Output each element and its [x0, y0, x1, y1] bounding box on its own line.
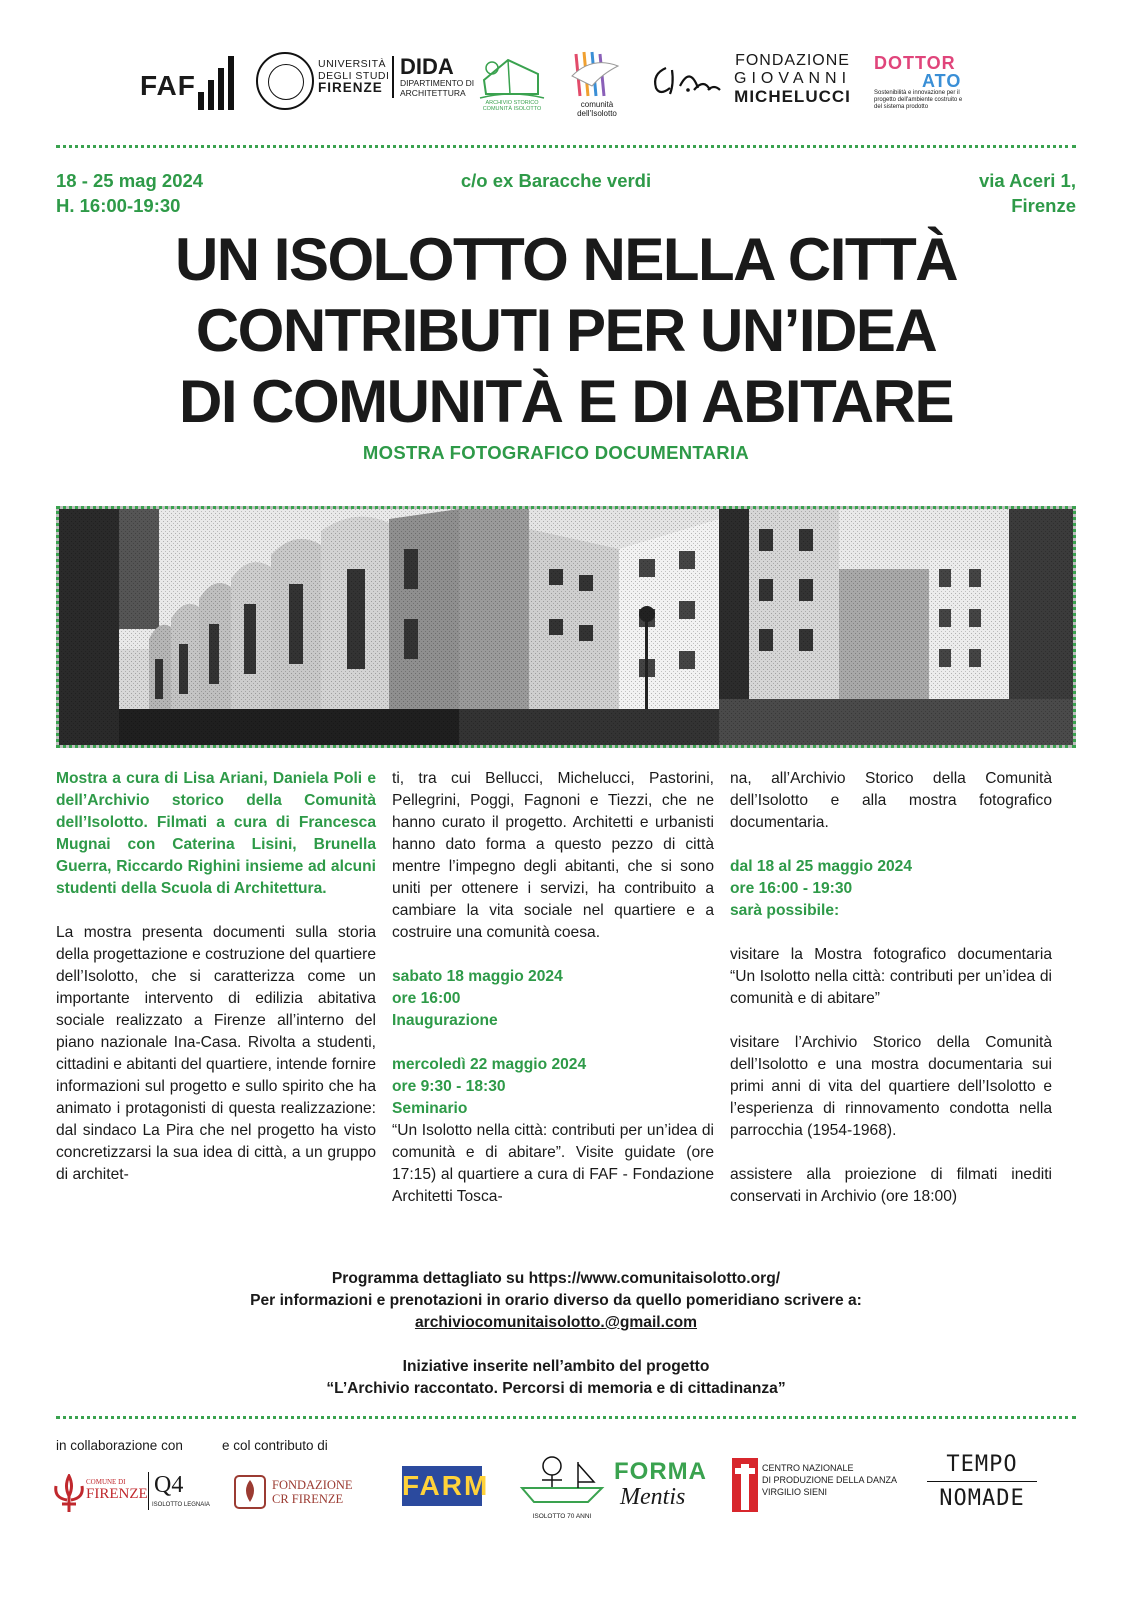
tempo-l1: TEMPO [946, 1452, 1018, 1477]
initiative-l1: Iniziative inserite nell’ambito del progetto [402, 1358, 710, 1375]
curators-text: Mostra a cura di Lisa Ariani, Daniela Poli e dell’Archivio storico della Comunità dell’Isolotto. Filmati a cura di Francesca Mugnai con Caterina Lisini, Brunella Guerra, Riccardo Righini insieme ad alcuni studenti della Scuola di Architettura. [56, 770, 376, 897]
unifi-l3: FIRENZE [318, 80, 383, 95]
event1-date: sabato 18 maggio 2024 [392, 968, 563, 985]
dates-text: 18 - 25 mag 2024 [56, 170, 204, 191]
divider-bottom [56, 1416, 1076, 1419]
dida-s2: ARCHITETTURA [400, 88, 466, 98]
comunita-caption: comunità dell'Isolotto [577, 100, 617, 118]
isolotto-70-logo [512, 1452, 612, 1522]
forma-l1: FORMA [614, 1458, 707, 1485]
dottorato-word-a: DOTTOR [874, 53, 956, 73]
archivio-caption: ARCHIVIO STORICO COMUNITÀ ISOLOTTO [482, 100, 542, 112]
c3-schedule [730, 856, 1052, 922]
title-line-3: DI COMUNITÀ E DI ABITARE [179, 368, 953, 435]
c3-green-l2: ore 16:00 - 19:30 [730, 880, 853, 897]
cnpd-logo [732, 1456, 902, 1516]
contrib-label: e col contributo di [222, 1438, 328, 1453]
q4-big: Q4 [154, 1472, 184, 1498]
cnpd-l2: DI PRODUZIONE DELLA DANZA [762, 1475, 898, 1485]
collab-label: in collaborazione con [56, 1438, 183, 1453]
column-2 [392, 768, 714, 1230]
hours-text: H. 16:00-19:30 [56, 195, 181, 216]
title-line-2: CONTRIBUTI PER UN’IDEA [195, 297, 937, 364]
event1-time: ore 16:00 [392, 990, 461, 1007]
event1-name: Inaugurazione [392, 1012, 498, 1029]
email-link[interactable]: archiviocomunitaisolotto.@gmail.com [414, 1314, 698, 1331]
cr-l1: FONDAZIONE [272, 1478, 353, 1492]
dida-s1: DIPARTIMENTO DI [400, 78, 475, 88]
address-l1: via Aceri 1, [978, 170, 1076, 191]
cr-crest-icon [232, 1472, 268, 1512]
event2-date: mercoledì 22 maggio 2024 [392, 1056, 587, 1073]
archivio-storico-logo-icon [478, 50, 546, 110]
venue: c/o ex Baracche verdi [460, 170, 652, 191]
unifi-logo-text [318, 58, 389, 94]
address-l2: Firenze [1011, 195, 1076, 216]
fondazione-michelucci-logo [734, 52, 851, 106]
fondazione-cr-firenze-logo [232, 1470, 372, 1520]
architects-text: ti, tra cui Bellucci, Michelucci, Pastorini, Pellegrini, Poggi, Fagnoni e Tiezzi, che ne hanno curato il progetto. Architetti e urbanisti hanno dato forma a questo pezzo di città mentre l’impegno degli abitanti, che si sono uniti per ottenere i servizi, ha contribuito a cambiare la vita sociale nel quartiere e a costruire una comunità coesa. [392, 770, 714, 941]
info-text: Per informazioni e prenotazioni in orario diverso da quello pomeridiano scrivere a: [250, 1292, 862, 1309]
event2-name: Seminario [392, 1100, 468, 1117]
dottorato-word-b: ATO [922, 71, 962, 91]
buildings-photo [56, 506, 1076, 748]
comune-firenze-logo [52, 1470, 212, 1520]
footer-info [0, 1268, 1112, 1334]
faf-logo-text: FAF [140, 70, 196, 101]
comunita-isolotto-logo-icon [562, 46, 632, 116]
isolotto70-caption: ISOLOTTO 70 ANNI [532, 1513, 592, 1520]
c3-intro-text: na, all’Archivio Storico della Comunità dell’Isolotto e alla mostra fotografico documentaria. [730, 770, 1052, 831]
activity-3: assistere alla proiezione di filmati inediti conservati in Archivio (ore 18:00) [730, 1166, 1052, 1205]
event-inauguration [392, 966, 714, 1032]
forma-l2: Mentis [620, 1484, 686, 1510]
page-title [0, 224, 1132, 437]
unifi-l2: DEGLI STUDI [318, 70, 390, 82]
initiative-info [0, 1356, 1112, 1400]
initiative-l2: “L’Archivio raccontato. Percorsi di memoria e di cittadinanza” [326, 1380, 786, 1397]
tempo-nomade-logo [912, 1452, 1052, 1522]
unifi-l1: UNIVERSITÀ [318, 58, 387, 70]
column-1 [56, 768, 376, 1208]
column-3 [730, 768, 1052, 1230]
event2-time: ore 9:30 - 18:30 [392, 1078, 506, 1095]
michelucci-l2: GIOVANNI [734, 70, 852, 87]
cnpd-l1: CENTRO NAZIONALE [762, 1463, 854, 1473]
giglio-icon [52, 1474, 86, 1514]
michelucci-l3: MICHELUCCI [734, 87, 851, 106]
cnpd-l3: VIRGILIO SIENI [762, 1487, 828, 1497]
dida-logo [392, 56, 474, 98]
title-line-1: UN ISOLOTTO NELLA CITTÀ [174, 226, 958, 293]
comune-l1: COMUNE DI [86, 1478, 126, 1486]
address [979, 168, 1076, 218]
exhibition-description: La mostra presenta documenti sulla storia della progettazione e costruzione del quartiere dell’Isolotto, che si caratterizza come un importante intervento di edilizia abitativa sociale realizzato a Firenze all’interno del piano nazionale Ina-Casa. Rivolta a studenti, cittadini e abitanti del quartiere, intende fornire informazioni sul progetto e sullo spirito che ha animato i protagonisti di questa realizzazione: dal sindaco La Pira che nel progetto ha visto concretizzarsi la sua idea di città, a un gruppo di architet- [56, 924, 376, 1183]
michelucci-l1: FONDAZIONE [735, 52, 850, 69]
activity-2: visitare l’Archivio Storico della Comunità dell’Isolotto e una mostra documentaria sui primi anni di vita del quartiere dell’Isolotto e l’esperienza di rinnovamento condotta nella parrocchia (1954-1968). [730, 1034, 1052, 1139]
dottorato-logo [874, 54, 964, 111]
unifi-seal-icon [256, 52, 314, 110]
comune-l2: FIRENZE [86, 1486, 148, 1502]
q4-small: ISOLOTTO LEGNAIA [152, 1502, 210, 1508]
cr-l2: CR FIRENZE [272, 1492, 344, 1506]
page-subtitle: MOSTRA FOTOGRAFICO DOCUMENTARIA [362, 442, 750, 463]
tempo-l2: NOMADE [939, 1486, 1025, 1511]
boat-child-icon [512, 1452, 612, 1508]
dida-big: DIDA [400, 54, 454, 79]
farm-logo: FARM [402, 1466, 482, 1506]
cnpd-mark-icon [732, 1456, 758, 1512]
michelucci-signature-icon [650, 60, 726, 100]
activity-1: visitare la Mostra fotografico documentaria “Un Isolotto nella città: contributi per un’idea di comunità e di abitare” [730, 946, 1052, 1007]
program-link-text[interactable]: Programma dettagliato su https://www.comunitaisolotto.org/ [331, 1270, 781, 1287]
dottorato-tiny: Sostenibilità e innovazione per il progetto dell'ambiente costruito e del sistema prodotto [874, 90, 963, 110]
c3-green-l3: sarà possibile: [730, 902, 840, 919]
header-logos [130, 46, 1010, 116]
faf-bars-icon [198, 52, 242, 110]
event2-text: “Un Isolotto nella città: contributi per un’idea di comunità e di abitare”. Visite guidate (ore 17:15) al quartiere a cura di FAF - Fondazione Architetti Tosca- [392, 1122, 714, 1205]
event-seminar [392, 1054, 714, 1208]
forma-mentis-logo [614, 1458, 714, 1518]
c3-green-l1: dal 18 al 25 maggio 2024 [730, 858, 913, 875]
divider-top [56, 145, 1076, 148]
